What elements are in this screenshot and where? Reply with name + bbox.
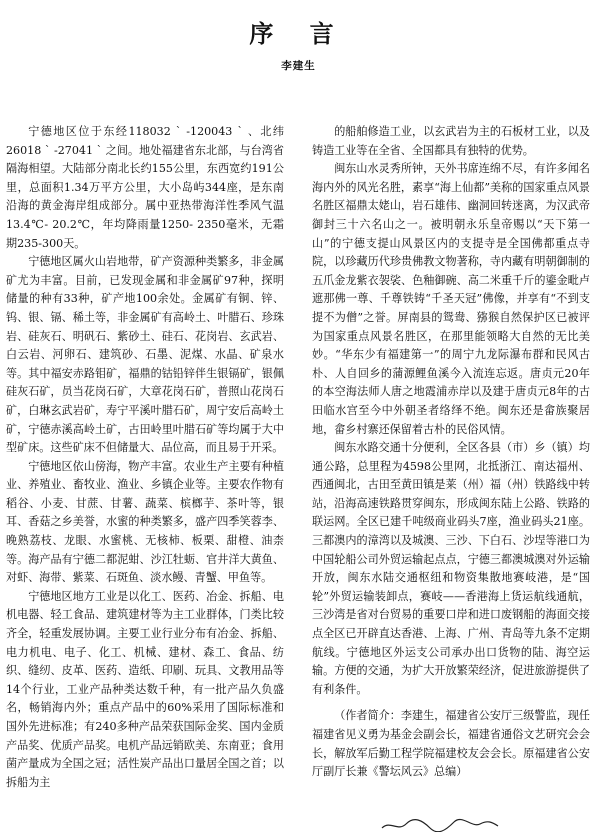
paragraph-transport: 闽东水路交通十分便利，全区各县（市）乡（镇）均通公路，总里程为4598公里网，北抵浙江、南达福州、西通闽北，古田至黄田镇是莱（州）福（州）铁路线中转站，沿海高速铁路贯穿闽东，形成闽东陆上公路、铁路的联运网。全区已建千吨级商业码头7座，渔业码头21座。三都澳内的漳湾以及城澳、三沙、下白石、沙埕等港口为中国轮船公司外贸运输起点点，宁德三都澳城澳对外运输开放，闽东水陆交通枢纽和物资集散地赛岐港，是“国轮”外贸运输装卸点，赛岐——香港海上货运航线通航，三沙湾是省对台贸易的重要口岸和进口废钢船的海面交接点全区已开辟直达香港、上海、广州、青岛等九条不定期航线。宁德地区外运支公司承办出口货物的陆、海空运输。方便的交通，为扩大开放繁荣经济，促进旅游提供了有利条件。: [312, 441, 590, 696]
paragraph-minerals: 宁德地区属火山岩地带，矿产资源种类繁多，非金属矿尤为丰富。目前，已发现金属和非金属矿97种，探明储量的种有33种，矿产地100余处。金属矿有铜、锌、钨、银、镉、稀土等，非金属矿有高岭土、叶腊石、珍珠岩、硅灰石、明矾石、紫砂土、硅石、花岗岩、玄武岩、白云岩、河卵石、建筑砂、石墨、泥煤、水晶、矿泉水等。其中福安赤路钼矿，福鼎的钴铅锌伴生银镉矿，银佩硅灰石矿，员当花岗石矿，大章花岗石矿，普照山花岗石矿，白琳玄武岩矿，寿宁平溪叶腊石矿，周宁安后高岭土矿，宁德赤溪高岭土矿，古田岭里叶腊石矿等均属于大中型矿床。这些矿床不但储量大、品位高，而且易于开采。: [6, 255, 284, 455]
handwritten-mark-icon: [380, 818, 500, 832]
author-bio: （作者简介：李建生，福建省公安厅三级警监，现任福建省见义勇为基金会副会长，福建省通俗文艺研究会会长，解放军后勤工程学院福建校友会会长。原福建省公安厅副厅长兼《警坛风云》总编）: [312, 709, 590, 779]
paragraph-geography: 宁德地区位于东经118032 ` -120043 ` 、北纬26018 ` -27041 ` 之间。地处福建省东北部，与台湾省隔海相望。大陆部分南北长约155公里，东西宽约191公里，总面积1.34万平方公里，大小岛屿344座，是东南沿海的黄金海岸组成部分。属中亚热带海洋性季风气温13.4℃- 20.2℃，年均降雨量1250- 2350毫米，无霜期235-300天。: [6, 125, 284, 250]
author-name: 李建生: [281, 60, 316, 72]
paragraph-scenery: 闽东山水灵秀所钟，天外书席连绵不尽，有许多闻名海内外的风光名胜，素享“海上仙都”美称的国家重点风景名胜区福鼎太姥山，岩石雄伟、幽洞回转迷离，为汉武帝御封三十六名山之一。被明朝永乐皇帝赐以“天下第一山”的宁德支提山风景区内的支提寺是全国佛都重点寺院，以珍藏历代珍贵佛教文物著称，寺内藏有明朝御制的五爪金龙紫衣袈裟、色釉御碗、高二米重千斤的鎏金毗卢遮那佛一尊、千尊铁铸“千圣天冠”佛像，并享有“不到支提不为僧”之誉。屏南县的鸳鸯、猕猴自然保护区已被评为国家重点风景名胜区，在那里能领略大自然的无比美妙。“华东少有福建第一”的周宁九龙际瀑布群和民风古朴、人自回乡的蒲源鲤鱼溪今入流连忘返。唐贞元20年的本空海法师人唐之地霞浦赤岸以及建于唐贞元8年的古田临水宫至今中外朝圣者络绎不绝。闽东还是畲族聚居地，畲乡村寨还保留着古朴的民俗风情。: [312, 162, 590, 436]
paragraph-industry-cont: 的船舶修造工业，以玄武岩为主的石板材工业，以及铸造工业等在全省、全国都具有独特的优势。: [312, 125, 590, 157]
paragraph-industry: 宁德地区地方工业是以化工、医药、冶金、拆船、电机电器、轻工食品、建筑建材等为主工业群体，门类比较齐全，轻重发展协调。主要工业行业分布有冶金、拆船、电力机电、电子、化工、机械、建材、森工、食品、纺织、缝纫、皮革、医药、造纸、印刷、玩具、文教用品等14个行业，工业产品种类达数千种，有一批产品久负盛名，畅销海内外；重点产品中的60%采用了国际标准和国外先进标准；有240多种产品荣获国际金奖、国内金质产品奖、优质产品奖。电机产品远销欧美、东南亚；食用菌产量成为全国之冠；活性炭产品出口量居全国之首；以拆船为主: [6, 589, 284, 789]
paragraph-agriculture: 宁德地区依山傍海，物产丰富。农业生产主要有种植业、养殖业、畜牧业、渔业、乡镇企业等。主要农作物有稻谷、小麦、甘蔗、甘薯、蔬菜、槟榔芋、茶叶等，银耳、香菇之乡美誉，水蜜的种类繁多，盛产四季笑蓉李、晚熟荔枝、龙眼、水蜜桃、无核柿、板栗、甜橙、油柰等。海产品有宁德二都泥蚶、沙江牡蛎、官井洋大黄鱼、对虾、海带、紫菜、石斑鱼、淡水鳗、青蟹、甲鱼等。: [6, 459, 284, 585]
page-title: 序 言: [249, 20, 348, 48]
right-column: [312, 123, 590, 782]
left-column: [6, 123, 284, 792]
